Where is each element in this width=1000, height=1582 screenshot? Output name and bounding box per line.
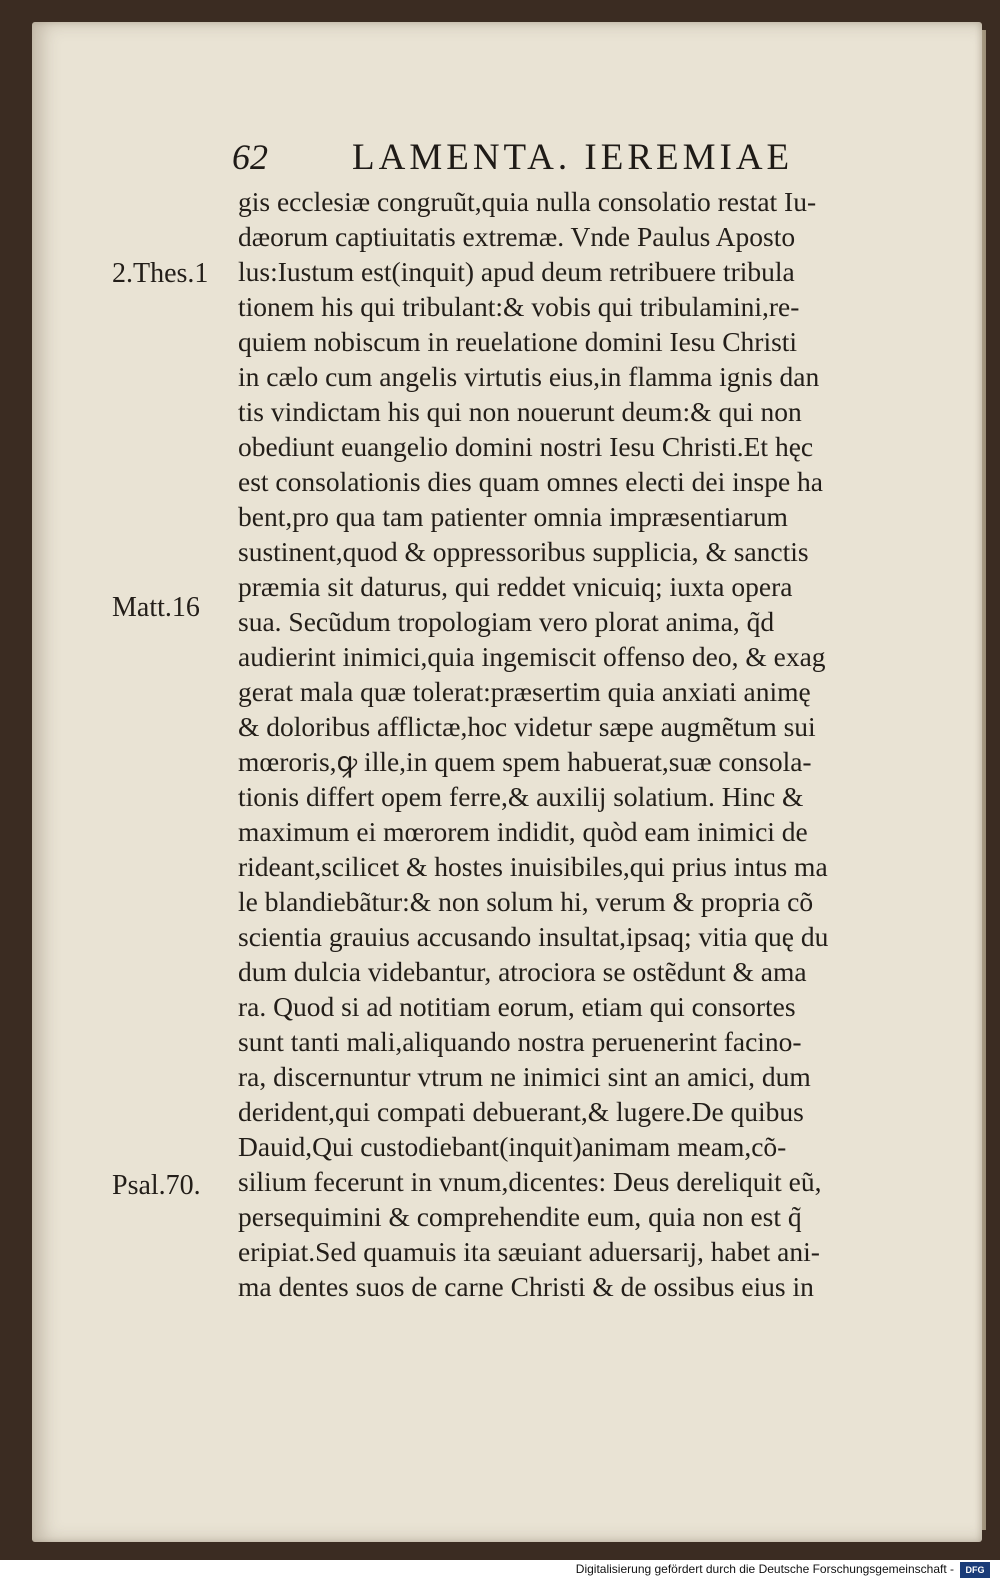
text-line: tis vindictam his qui non nouerunt deum:& qui non (238, 396, 802, 427)
text-line: ra, discernuntur vtrum ne inimici sint an amici, dum (238, 1061, 811, 1092)
dfg-logo: DFG (960, 1562, 990, 1578)
text-line: gis ecclesiæ congruũt,quia nulla consolatio restat Iu- (238, 186, 817, 217)
text-line: rideant,scilicet & hostes inuisibiles,qui prius intus ma (238, 851, 828, 882)
running-title: LAMENTA. IEREMIAE (352, 137, 794, 178)
text-line: Dauid,Qui custodiebant(inquit)animam meam,cõ- (238, 1131, 787, 1162)
text-line: eripiat.Sed quamuis ita sæuiant aduersarij, habet ani- (238, 1236, 820, 1267)
text-line: quiem nobiscum in reuelatione domini Iesu Christi (238, 326, 798, 357)
margin-note: Psal.70. (112, 1170, 201, 1201)
text-line: derident,qui compati debuerant,& lugere.De quibus (238, 1096, 804, 1127)
text-line: in cælo cum angelis virtutis eius,in flamma ignis dan (238, 361, 820, 392)
text-line: tionis differt opem ferre,& auxilij solatium. Hinc & (238, 781, 804, 812)
text-line: persequimini & comprehendite eum, quia non est q̃ (238, 1201, 802, 1232)
text-line: mœroris,ꝙ ille,in quem spem habuerat,suæ consola- (238, 746, 812, 777)
text-line: obediunt euangelio domini nostri Iesu Christi.Et hęc (238, 431, 814, 462)
text-line: gerat mala quæ tolerat:præsertim quia anxiati animę (238, 676, 811, 707)
text-line: sua. Secũdum tropologiam vero plorat anima, q̃d (238, 606, 775, 637)
text-line: maximum ei mœrorem indidit, quòd eam inimici de (238, 816, 808, 847)
funding-credit: Digitalisierung gefördert durch die Deutsche Forschungsgemeinschaft - (575, 1562, 954, 1576)
text-line: sunt tanti mali,aliquando nostra peruenerint facino- (238, 1026, 802, 1057)
text-line: sustinent,quod & oppressoribus supplicia, & sanctis (238, 536, 809, 567)
body-text (238, 184, 938, 1304)
text-line: tionem his qui tribulant:& vobis qui tribulamini,re- (238, 291, 800, 322)
text-line: scientia grauius accusando insultat,ipsaq; vitia quę du (238, 921, 829, 952)
text-line: silium fecerunt in vnum,dicentes: Deus dereliquit eũ, (238, 1166, 822, 1197)
text-line: ma dentes suos de carne Christi & de ossibus eius in (238, 1271, 814, 1302)
text-line: dæorum captiuitatis extremæ. Vnde Paulus Aposto (238, 221, 796, 252)
text-line: lus:Iustum est(inquit) apud deum retribuere tribula (238, 256, 795, 287)
text-line: audierint inimici,quia ingemiscit offenso deo, & exag (238, 641, 826, 672)
text-line: præmia sit daturus, qui reddet vnicuiq; iuxta opera (238, 571, 793, 602)
page-number: 62 (232, 137, 268, 177)
text-line: dum dulcia videbantur, atrociora se ostẽdunt & ama (238, 956, 807, 987)
margin-note: 2.Thes.1 (112, 258, 209, 289)
text-line: le blandiebãtur:& non solum hi, verum & propria cõ (238, 886, 814, 917)
text-line: bent,pro qua tam patienter omnia impræsentiarum (238, 501, 788, 532)
text-line: ra. Quod si ad notitiam eorum, etiam qui consortes (238, 991, 796, 1022)
margin-note: Matt.16 (112, 592, 200, 623)
text-line: & doloribus afflictæ,hoc videtur sæpe augmẽtum sui (238, 711, 816, 742)
text-line: est consolationis dies quam omnes electi dei inspe ha (238, 466, 824, 497)
